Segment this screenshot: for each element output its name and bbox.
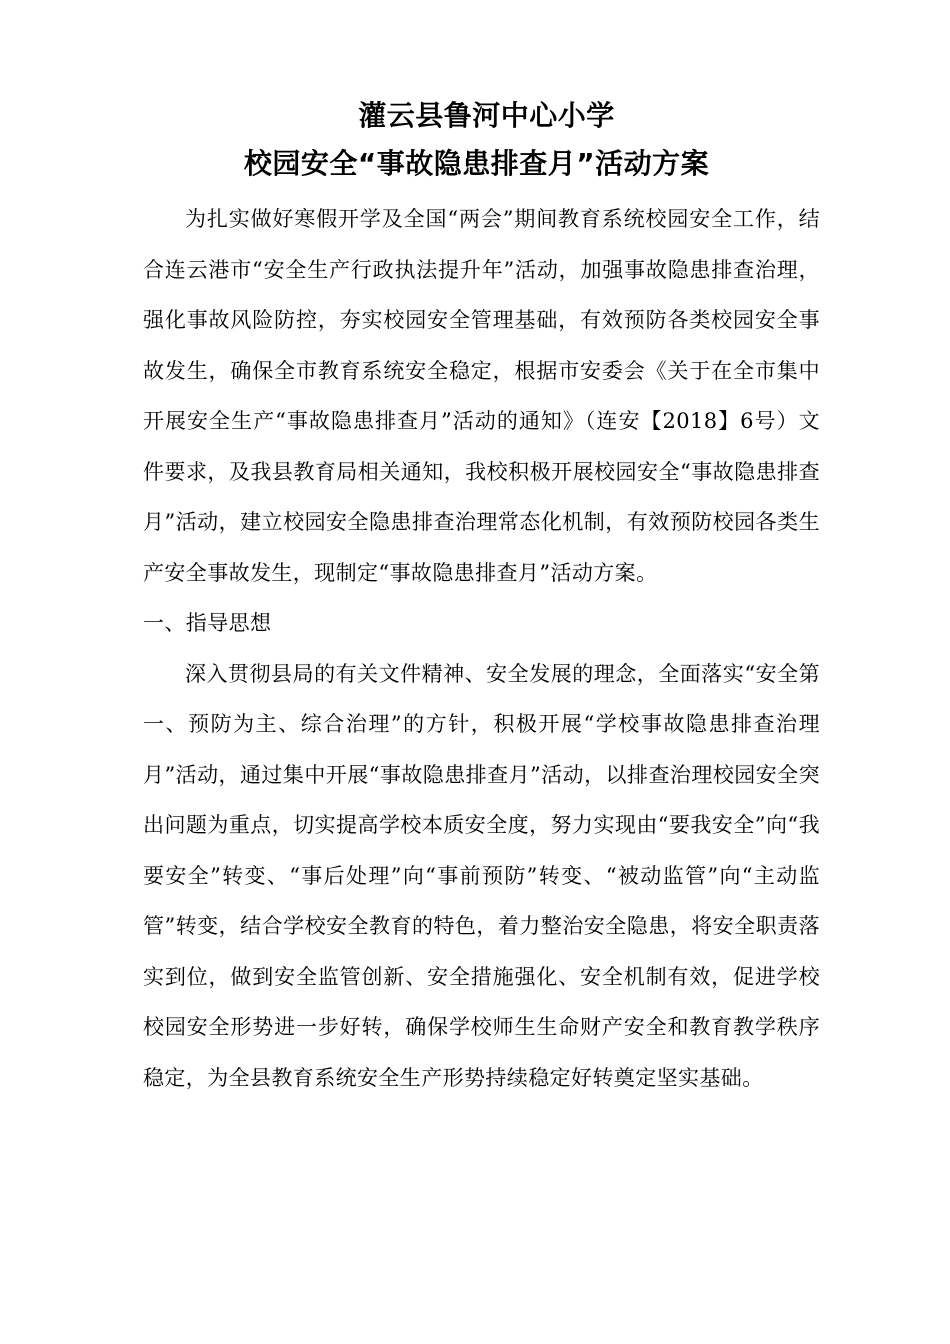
section-heading-guiding-ideology: 一、指导思想: [143, 611, 272, 635]
intro-paragraph: 为扎实做好寒假开学及全国“两会”期间教育系统校园安全工作，结合连云港市“安全生产行政执法提升年”活动，加强事故隐患排查治理，强化事故风险防控，夯实校园安全管理基础，有效预防各类校园安全事故发生，确保全市教育系统安全稳定，根据市安委会《关于在全市集中开展安全生产“事故隐患排查月”活动的通知》（连安【2018】6号）文件要求，及我县教育局相关通知，我校积极开展校园安全“事故隐患排查月”活动，建立校园安全隐患排查治理常态化机制，有效预防校园各类生产安全事故发生，现制定“事故隐患排查月”活动方案。: [143, 207, 820, 585]
document-title-school: 灌云县鲁河中心小学: [358, 99, 615, 132]
guiding-ideology-paragraph: 深入贯彻县局的有关文件精神、安全发展的理念，全面落实“安全第一、预防为主、综合治理”的方针，积极开展“学校事故隐患排查治理月”活动，通过集中开展“事故隐患排查月”活动，以排查治理校园安全突出问题为重点，切实提高学校本质安全度，努力实现由“要我安全”向“我要安全”转变、“事后处理”向“事前预防”转变、“被动监管”向“主动监管”转变，结合学校安全教育的特色，着力整治安全隐患，将安全职责落实到位，做到安全监管创新、安全措施强化、安全机制有效，促进学校校园安全形势进一步好转，确保学校师生生命财产安全和教育教学秩序稳定，为全县教育系统安全生产形势持续稳定好转奠定坚实基础。: [143, 661, 820, 1090]
document-body: [143, 194, 820, 1103]
document-title-plan: 校园安全“事故隐患排查月”活动方案: [243, 147, 710, 180]
